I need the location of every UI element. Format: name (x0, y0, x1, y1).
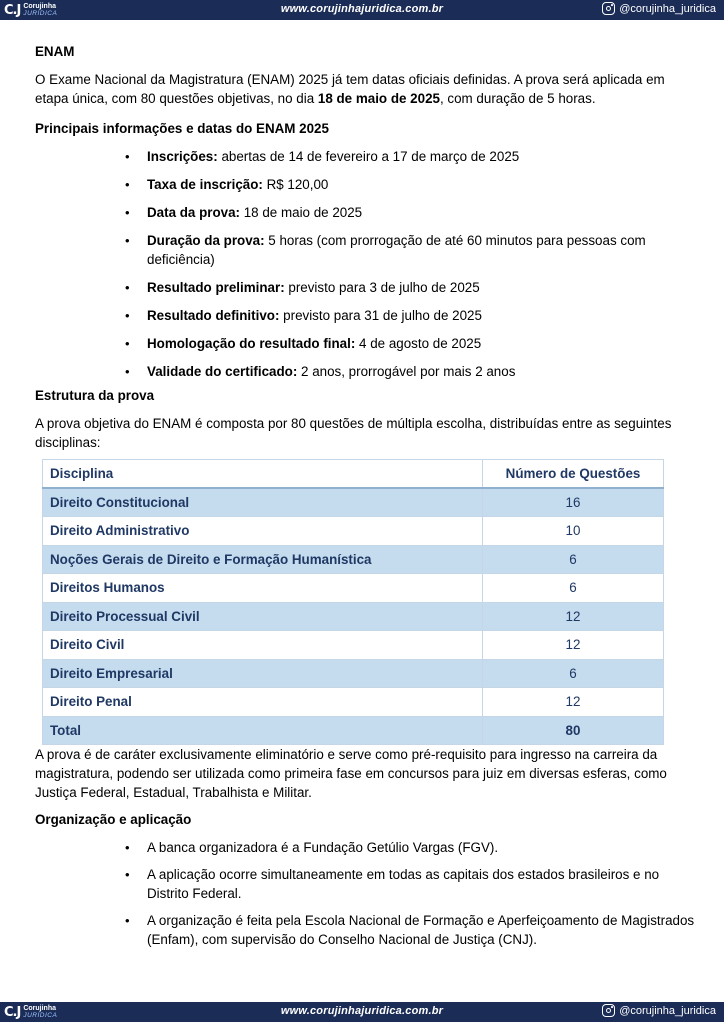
intro-date: 18 de maio de 2025 (317, 91, 440, 106)
header-band (0, 0, 724, 20)
section-heading-organizacao: Organização e aplicação (35, 812, 192, 827)
table-header-row (43, 460, 664, 489)
brand-name: Corujinha (23, 3, 56, 10)
carater-paragraph: A prova é de caráter exclusivamente eliminatório e serve como pré-requisito para ingresso na carreira da magistratura, podendo ser utilizada como primeira fase em concursos para juiz em diversas esferas, como Justiça Federal, Estadual, Trabalhista e Militar. (35, 747, 667, 800)
brand-name: Corujinha (23, 1005, 56, 1012)
questions-table (42, 459, 664, 745)
instagram-handle: @corujinha_juridica (619, 1004, 716, 1017)
list-item: • A banca organizadora é a Fundação Getúlio Vargas (FGV). (125, 838, 695, 857)
instagram-link[interactable] (602, 1004, 716, 1017)
owl-logo-icon: C.J (4, 2, 21, 18)
site-link[interactable]: www.corujinhajuridica.com.br (280, 1005, 444, 1017)
table-row: Noções Gerais de Direito e Formação Humanística 6 (43, 545, 664, 574)
table-row: Direito Empresarial 6 (43, 659, 664, 688)
instagram-icon (602, 2, 615, 15)
brand-subname: JURÍDICA (23, 1012, 58, 1019)
list-item: • Taxa de inscrição: R$ 120,00 (125, 175, 695, 194)
intro-paragraph: O Exame Nacional da Magistratura (ENAM) 2025 já tem datas oficiais definidas. A prova será aplicada em etapa única, com 80 questões objetivas, no dia 18 de maio de 2025, com duração de 5 horas. (35, 72, 665, 106)
footer-band (0, 1002, 724, 1022)
section-heading-estrutura: Estrutura da prova (35, 388, 155, 403)
instagram-link[interactable] (602, 2, 716, 15)
list-item: • A aplicação ocorre simultaneamente em todas as capitais dos estados brasileiros e no Distrito Federal. (125, 865, 695, 903)
estrutura-paragraph: A prova objetiva do ENAM é composta por 80 questões de múltipla escolha, distribuídas entre as seguintes disciplinas: (35, 416, 672, 450)
list-item: • Inscrições: abertas de 14 de fevereiro a 17 de março de 2025 (125, 147, 695, 166)
table-row: Direitos Humanos 6 (43, 574, 664, 603)
table-row: Direito Constitucional 16 (43, 488, 664, 517)
document-body (35, 42, 695, 957)
instagram-handle: @corujinha_juridica (619, 2, 716, 15)
list-item: • Data da prova: 18 de maio de 2025 (125, 203, 695, 222)
section-heading-principais: Principais informações e datas do ENAM 2025 (35, 121, 329, 136)
owl-logo-icon: C.J (4, 1004, 21, 1020)
table-header-disciplina: Disciplina (43, 460, 483, 489)
table-row: Direito Civil 12 (43, 631, 664, 660)
table-row: Direito Penal 12 (43, 688, 664, 717)
table-row: Direito Processual Civil 12 (43, 602, 664, 631)
instagram-icon (602, 1004, 615, 1017)
page-title: ENAM (35, 44, 75, 59)
list-item: • Resultado preliminar: previsto para 3 de julho de 2025 (125, 278, 695, 297)
list-item: • Validade do certificado: 2 anos, prorrogável por mais 2 anos (125, 362, 695, 381)
table-total-row: Total 80 (43, 716, 664, 745)
info-list (125, 147, 695, 381)
table-row: Direito Administrativo 10 (43, 517, 664, 546)
site-link[interactable]: www.corujinhajuridica.com.br (280, 3, 444, 15)
brand-subname: JURÍDICA (23, 10, 58, 17)
table-header-questoes: Número de Questões (483, 460, 664, 489)
list-item: • Duração da prova: 5 horas (com prorrogação de até 60 minutos para pessoas com deficiência) (125, 231, 695, 269)
list-item: • A organização é feita pela Escola Nacional de Formação e Aperfeiçoamento de Magistrados (Enfam), com supervisão do Conselho Nacional de Justiça (CNJ). (125, 911, 695, 949)
list-item: • Homologação do resultado final: 4 de agosto de 2025 (125, 334, 695, 353)
organizacao-list (125, 838, 695, 949)
list-item: • Resultado definitivo: previsto para 31 de julho de 2025 (125, 306, 695, 325)
